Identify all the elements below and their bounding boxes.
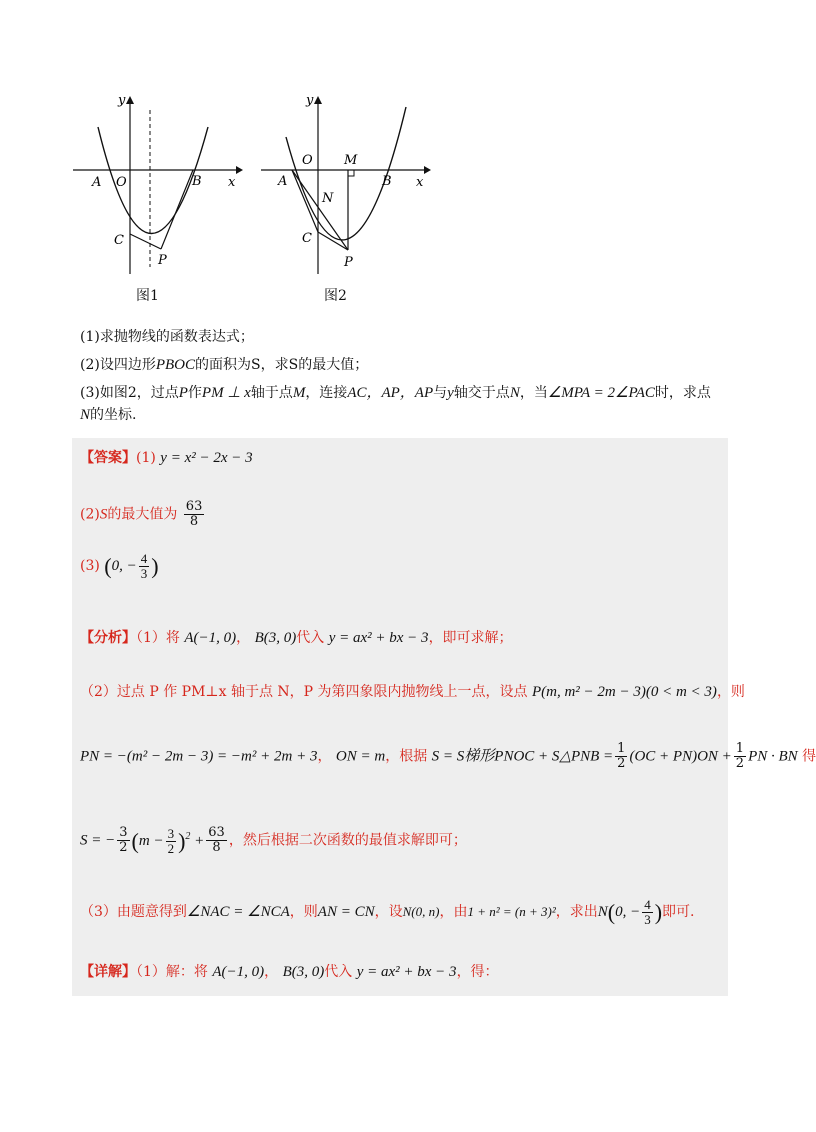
q3-part: (3)如图2，过点 — [80, 385, 179, 401]
analysis-text: ，则 — [289, 903, 318, 920]
frac-den: 2 — [735, 756, 745, 771]
frac-den: 3 — [644, 912, 651, 927]
point-p: P(m, m² − 2m − 3)(0 < m < 3) — [531, 684, 717, 700]
analysis-text: （3）由题意得到 — [80, 903, 187, 920]
q3-part: N — [509, 385, 520, 401]
label-b: B — [192, 174, 202, 189]
frac-num: 1 — [617, 741, 626, 756]
analysis-text: 代入 — [296, 630, 325, 646]
q3-part: ，当 — [519, 385, 548, 401]
detail-line-1 — [80, 962, 499, 982]
analysis-line-2 — [80, 682, 745, 702]
figures — [68, 92, 428, 307]
figure-2-caption: 图2 — [324, 288, 347, 304]
analysis-line-4: S = − $\frac{3}{2}$ (m − $\frac{3}{2}$ )$^2$ + $\frac{63}{8}$ ，然后根据二次函数的最值求解即可； — [80, 825, 467, 856]
q3-part: 轴交于点 — [453, 385, 510, 401]
label-y: y — [118, 93, 126, 108]
analysis-line-5 — [80, 898, 694, 927]
q3-part: P — [178, 385, 188, 401]
analysis-text: （1）将 — [136, 630, 180, 646]
q3-part: AC，AP，AP — [347, 385, 434, 401]
question-3 — [80, 382, 730, 426]
q2-quad: PBOC — [155, 357, 196, 373]
vertex-form: S = − — [80, 832, 116, 849]
q3-part: ∠MPA = 2∠PAC — [547, 385, 655, 401]
fraction — [206, 826, 227, 855]
analysis-text: ，由 — [439, 903, 468, 920]
label-m: M — [344, 153, 358, 168]
q3-part: 的坐标. — [90, 407, 137, 423]
figure-2 — [256, 92, 431, 304]
area-expression: (OC + PN)ON + — [629, 748, 732, 765]
q2-text-c: 的面积为S，求S的最大值； — [195, 357, 369, 373]
fraction — [166, 827, 177, 856]
label-c: C — [302, 231, 312, 246]
question-2 — [80, 354, 368, 376]
area-expression: S = S梯形PNOC + S△PNB = — [431, 748, 614, 765]
figure-1-caption: 图1 — [136, 288, 159, 304]
fraction — [642, 898, 653, 927]
answer-3-x: 0, − — [111, 557, 137, 574]
frac-den: 8 — [189, 514, 199, 529]
figure-1-graph — [68, 92, 243, 282]
segment-pb — [161, 170, 193, 249]
parabola-equation: y = ax² + bx − 3 — [356, 964, 457, 980]
y-axis-arrow — [314, 96, 322, 104]
vertex-form: m − — [138, 832, 164, 849]
label-b: B — [382, 174, 392, 189]
analysis-text: ，然后根据二次函数的最值求解即可； — [228, 832, 467, 849]
point-a: A(−1, 0) — [212, 964, 265, 980]
label-p: P — [344, 255, 353, 270]
parabola-equation: y = ax² + bx − 3 — [328, 630, 429, 646]
segment-cp — [130, 234, 161, 249]
frac-num: 3 — [167, 825, 175, 841]
answer-2-text: 的最大值为 — [107, 506, 178, 523]
comma: ， — [317, 748, 332, 765]
figure-1 — [68, 92, 243, 304]
point-b: B(3, 0) — [254, 630, 297, 646]
q3-part: 时，求点 — [654, 385, 711, 401]
on-expression: ON = m — [335, 748, 386, 765]
frac-num: 3 — [119, 825, 128, 840]
half-fraction — [615, 742, 627, 771]
point-n: N(0, n) — [402, 903, 440, 919]
frac-num: 1 — [735, 741, 745, 756]
label-x: x — [416, 175, 424, 190]
analysis-line-1 — [80, 628, 513, 648]
frac-num: 4 — [644, 897, 651, 912]
detail-label: 【详解】 — [80, 964, 136, 980]
figure-2-graph — [256, 92, 431, 282]
answer-3-math: (0, − $\frac{4}{3}$ ) — [104, 551, 159, 581]
q3-part: 轴于点 — [250, 385, 293, 401]
answer-line-1 — [80, 448, 253, 468]
q3-part: y — [447, 385, 454, 401]
frac-den: 2 — [617, 756, 626, 771]
question-1: (1)求抛物线的函数表达式； — [80, 329, 254, 345]
detail-text: （1）解：将 — [136, 964, 208, 980]
answer-2-prefix: (2) — [80, 506, 100, 523]
analysis-text: 即可. — [662, 903, 695, 920]
label-y: y — [306, 93, 314, 108]
detail-text: ，得： — [456, 964, 499, 980]
frac-num: 63 — [185, 499, 203, 514]
analysis-text: （2）过点 P 作 PM⊥x 轴于点 N，P 为第四象限内抛物线上一点，设点 — [80, 684, 528, 700]
frac-num: 4 — [140, 551, 148, 566]
label-c: C — [114, 233, 124, 248]
plus: + — [194, 832, 205, 849]
answer-label: 【答案】 — [80, 450, 136, 466]
answer-2-s: S — [99, 506, 108, 523]
label-x: x — [228, 175, 236, 190]
q3-part: ，连接 — [305, 385, 348, 401]
segment-ap — [292, 170, 348, 250]
q3-part: 与 — [433, 385, 448, 401]
point-n-label: N — [597, 903, 608, 920]
result-n: N(0, − $\frac{4}{3}$ ) — [597, 897, 663, 927]
label-o: O — [302, 153, 313, 168]
frac-den: 2 — [167, 840, 175, 856]
answer-2-fraction — [184, 500, 205, 529]
answer-3-fraction — [139, 552, 150, 581]
area-expression: PN · BN — [748, 748, 798, 765]
q3-part: PM ⊥ x — [201, 385, 251, 401]
q3-part: M — [292, 385, 306, 401]
label-p: P — [158, 253, 167, 268]
q3-part: N — [80, 407, 91, 423]
fraction — [117, 826, 129, 855]
analysis-text: ，即可求解； — [428, 630, 513, 646]
analysis-label: 【分析】 — [80, 630, 136, 646]
q3-part: 作 — [187, 385, 202, 401]
right-angle-mark — [348, 170, 354, 176]
point-b: B(3, 0) — [282, 964, 325, 980]
label-n: N — [322, 191, 334, 206]
analysis-text: ，则 — [716, 684, 745, 700]
frac-den: 8 — [212, 840, 221, 855]
analysis-text: 得 — [802, 748, 816, 765]
answer-3-prefix: (3) — [80, 557, 100, 574]
analysis-line-3 — [80, 742, 816, 771]
angle-equation: ∠NAC = ∠NCA — [186, 903, 290, 920]
q2-text-a: (2)设四边形 — [80, 357, 156, 373]
comma: ， — [264, 964, 279, 980]
analysis-text: ，根据 — [385, 748, 428, 765]
answer-1-math: y = x² − 2x − 3 — [160, 450, 253, 466]
answer-1-prefix: (1) — [136, 450, 156, 466]
label-a: A — [92, 175, 102, 190]
segment-cp — [318, 232, 348, 250]
x-axis-arrow — [424, 166, 431, 174]
pn-expression: PN = −(m² − 2m − 3) = −m² + 2m + 3 — [80, 748, 318, 765]
answer-line-2 — [80, 500, 206, 529]
analysis-text: ，求出 — [555, 903, 598, 920]
answer-line-3 — [80, 552, 159, 581]
detail-text: 代入 — [324, 964, 353, 980]
point-a: A(−1, 0) — [184, 630, 237, 646]
frac-num: 63 — [208, 825, 225, 840]
an-cn: AN = CN — [317, 903, 375, 920]
equation-n: 1 + n² = (n + 3)² — [467, 903, 556, 919]
x-axis-arrow — [236, 166, 243, 174]
analysis-text: ，设 — [374, 903, 403, 920]
frac-den: 3 — [140, 566, 148, 581]
y-axis-arrow — [126, 96, 134, 104]
label-o: O — [116, 175, 127, 190]
frac-den: 2 — [119, 840, 128, 855]
half-fraction — [734, 742, 746, 771]
label-a: A — [278, 174, 288, 189]
comma: ， — [236, 630, 251, 646]
